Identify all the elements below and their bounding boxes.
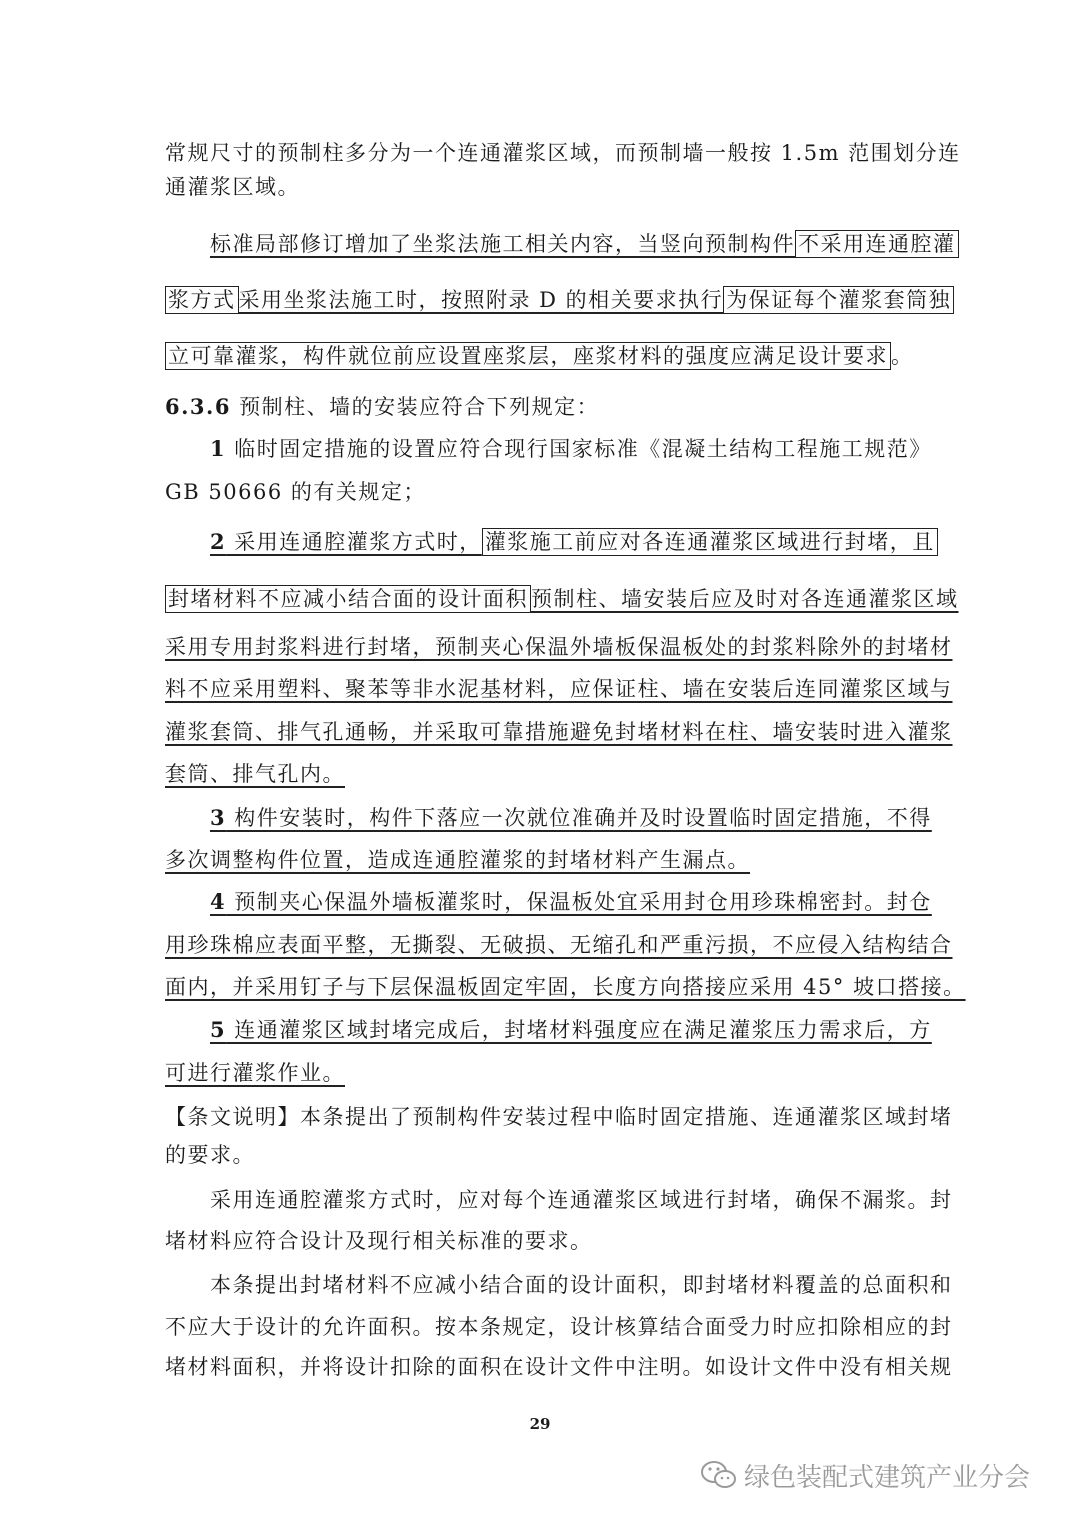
text-line bbox=[165, 1140, 255, 1170]
text-line bbox=[165, 477, 426, 507]
text-line bbox=[165, 392, 599, 422]
text-run: 采用连通腔灌浆方式时，应对每个连通灌浆区域进行封堵，确保不漏浆。封 bbox=[210, 1188, 953, 1212]
text-run: 4 bbox=[210, 889, 227, 914]
text-line bbox=[210, 887, 932, 917]
text-line bbox=[165, 674, 953, 704]
text-run: 堵材料应符合设计及现行相关标准的要求。 bbox=[165, 1229, 593, 1253]
text-run: 2 bbox=[210, 529, 227, 554]
text-run: 本条提出封堵材料不应减小结合面的设计面积，即封堵材料覆盖的总面积和 bbox=[210, 1273, 953, 1297]
text-run: GB 50666 的有关规定； bbox=[165, 480, 426, 504]
text-run: 不采用连通腔灌 bbox=[795, 230, 959, 258]
text-run: 5 bbox=[210, 1017, 227, 1042]
text-run: 。 bbox=[891, 344, 914, 368]
text-run: 6.3.6 bbox=[165, 394, 231, 419]
text-line bbox=[165, 845, 750, 875]
text-run: 套筒、排气孔内。 bbox=[165, 762, 345, 786]
text-run: 3 bbox=[210, 805, 227, 830]
text-line bbox=[165, 1352, 953, 1382]
text-line bbox=[165, 930, 953, 960]
text-run: 浆方式 bbox=[165, 286, 239, 314]
text-run: 采用坐浆法施工时，按照附录 D 的相关要求执行 bbox=[238, 288, 724, 312]
text-line bbox=[165, 717, 953, 747]
text-run: 常规尺寸的预制柱多分为一个连通灌浆区域，而预制墙一般按 1.5m 范围划分连 bbox=[165, 141, 961, 165]
text-run: 料不应采用塑料、聚苯等非水泥基材料，应保证柱、墙在安装后连同灌浆区域与 bbox=[165, 677, 953, 701]
text-run: 灌浆套筒、排气孔通畅，并采取可靠措施避免封堵材料在柱、墙安装时进入灌浆 bbox=[165, 720, 953, 744]
text-run: 采用连通腔灌浆方式时， bbox=[226, 530, 482, 554]
text-line bbox=[165, 1102, 953, 1132]
text-run: 多次调整构件位置，造成连通腔灌浆的封堵材料产生漏点。 bbox=[165, 848, 750, 872]
text-run: 构件安装时，构件下落应一次就位准确并及时设置临时固定措施，不得 bbox=[226, 806, 932, 830]
text-run: 通灌浆区域。 bbox=[165, 175, 300, 199]
text-run: 【条文说明】本条提出了预制构件安装过程中临时固定措施、连通灌浆区域封堵 bbox=[165, 1105, 953, 1129]
text-run: 封堵材料不应减小结合面的设计面积 bbox=[165, 585, 531, 613]
text-line bbox=[165, 1058, 345, 1088]
text-run: 的要求。 bbox=[165, 1143, 255, 1167]
text-run: 堵材料面积，并将设计扣除的面积在设计文件中注明。如设计文件中没有相关规 bbox=[165, 1355, 953, 1379]
text-run: 连通灌浆区域封堵完成后，封堵材料强度应在满足灌浆压力需求后，方 bbox=[226, 1018, 932, 1042]
page-number: 29 bbox=[529, 1415, 551, 1433]
text-run: 预制柱、墙的安装应符合下列规定： bbox=[230, 395, 600, 419]
text-run: 灌浆施工前应对各连通灌浆区域进行封堵，且 bbox=[482, 528, 938, 556]
text-run: 预制柱、墙安装后应及时对各连通灌浆区域 bbox=[531, 587, 959, 611]
text-line bbox=[165, 584, 959, 614]
text-line bbox=[165, 972, 966, 1002]
text-line bbox=[165, 285, 954, 315]
text-run: 为保证每个灌浆套筒独 bbox=[723, 286, 954, 314]
text-run: 预制夹心保温外墙板灌浆时，保温板处宜采用封仓用珍珠棉密封。封仓 bbox=[226, 890, 932, 914]
text-line bbox=[165, 172, 300, 202]
text-line bbox=[210, 1185, 953, 1215]
text-run: 可进行灌浆作业。 bbox=[165, 1061, 345, 1085]
text-run: 面内，并采用钉子与下层保温板固定牢固，长度方向搭接应采用 45° 坡口搭接。 bbox=[165, 975, 966, 999]
text-run: 立可靠灌浆，构件就位前应设置座浆层，座浆材料的强度应满足设计要求 bbox=[165, 342, 891, 370]
text-line bbox=[210, 803, 932, 833]
text-line bbox=[165, 341, 914, 371]
text-line bbox=[165, 1312, 953, 1342]
text-line bbox=[210, 1270, 953, 1300]
watermark-text: 绿色装配式建筑产业分会 bbox=[744, 1462, 1031, 1493]
text-line bbox=[210, 1015, 932, 1045]
text-line bbox=[210, 527, 938, 557]
text-run: 采用专用封浆料进行封堵，预制夹心保温外墙板保温板处的封浆料除外的封堵材 bbox=[165, 635, 953, 659]
text-run: 1 bbox=[210, 436, 227, 461]
text-run: 用珍珠棉应表面平整，无撕裂、无破损、无缩孔和严重污损，不应侵入结构结合 bbox=[165, 933, 953, 957]
text-line bbox=[165, 759, 345, 789]
text-line bbox=[165, 138, 961, 168]
text-line bbox=[165, 632, 953, 662]
wechat-icon bbox=[700, 1459, 738, 1491]
text-run: 标准局部修订增加了坐浆法施工相关内容，当竖向预制构件 bbox=[210, 232, 795, 256]
text-line bbox=[210, 229, 959, 259]
text-line bbox=[165, 1226, 593, 1256]
text-run: 临时固定措施的设置应符合现行国家标准《混凝土结构工程施工规范》 bbox=[226, 437, 932, 461]
watermark bbox=[700, 1455, 1030, 1495]
text-line bbox=[210, 434, 932, 464]
text-run: 不应大于设计的允许面积。按本条规定，设计核算结合面受力时应扣除相应的封 bbox=[165, 1315, 953, 1339]
